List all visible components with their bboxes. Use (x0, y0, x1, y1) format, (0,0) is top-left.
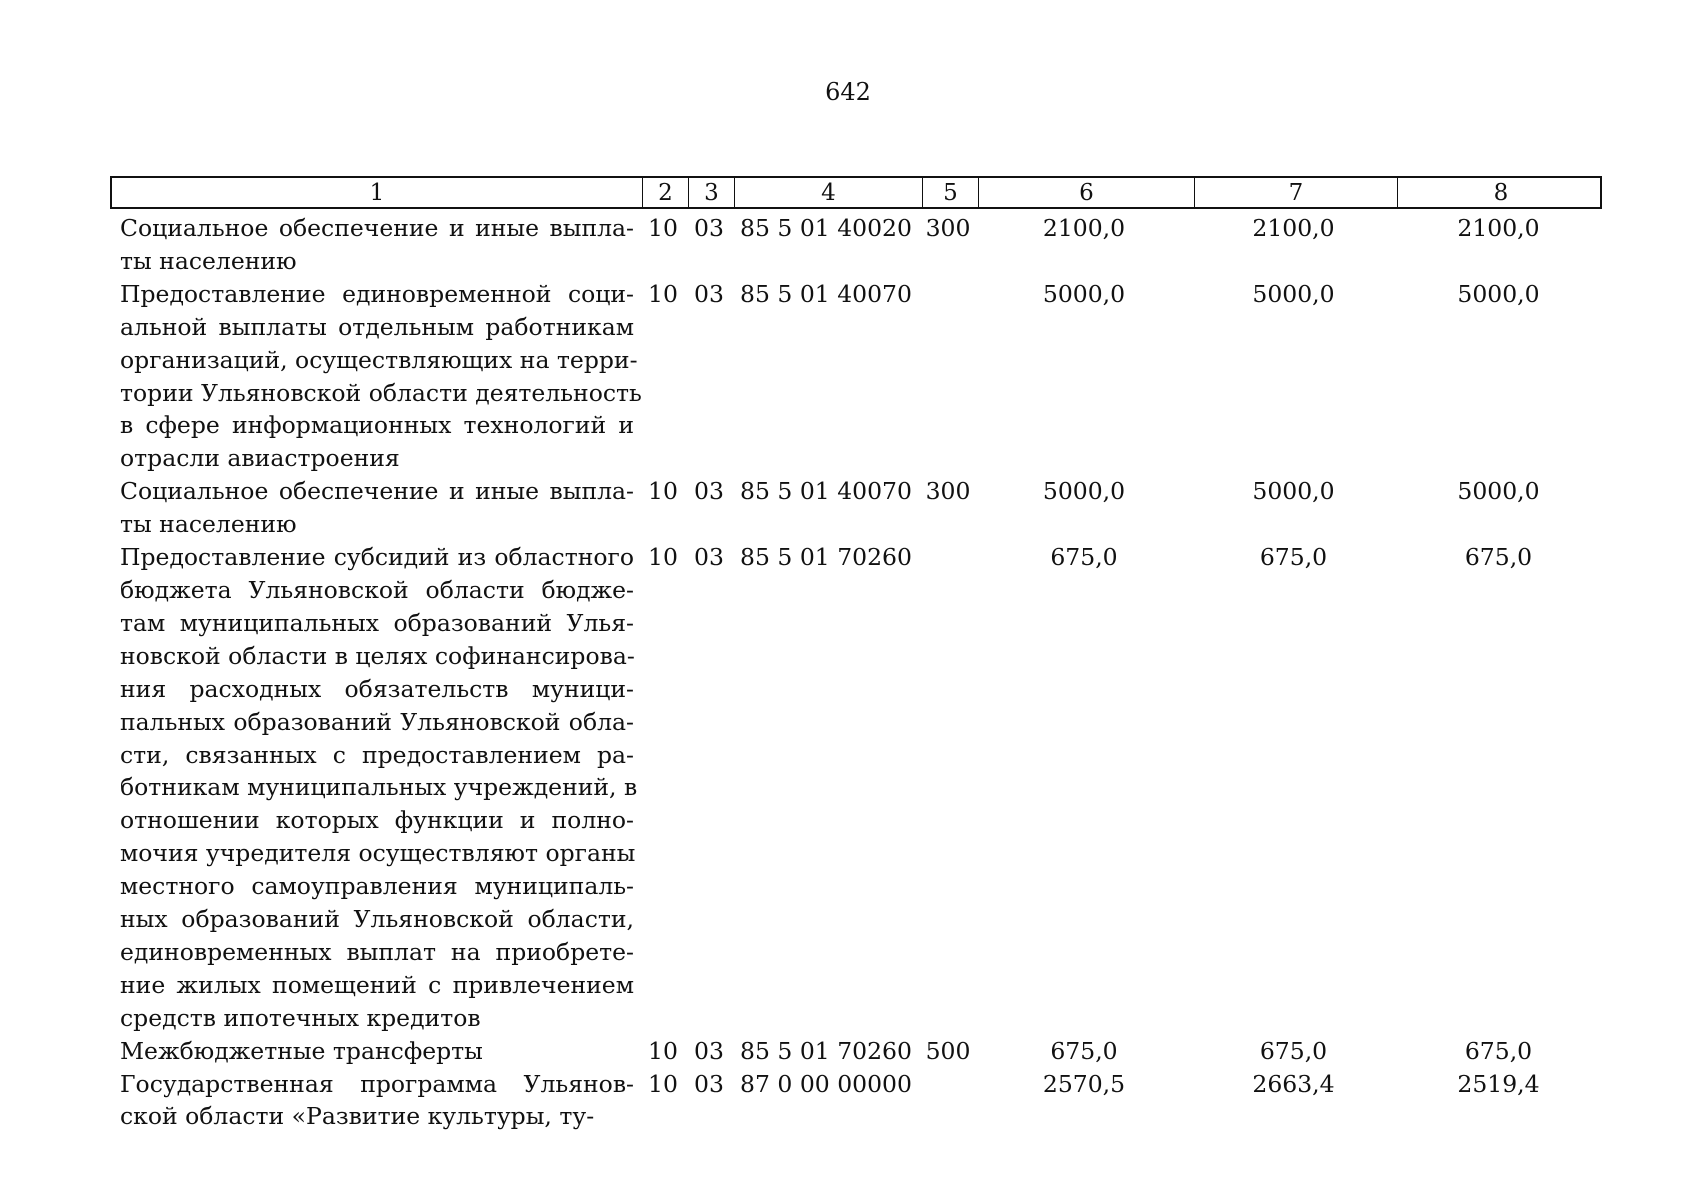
section-code: 10 (648, 543, 678, 572)
header-col-5: 5 (922, 178, 978, 208)
row-name-line: отношении которых функции и полно- (120, 806, 634, 835)
amount-year-3: 2519,4 (1457, 1069, 1540, 1098)
row-name-line: Предоставление единовременной соци- (120, 279, 634, 308)
row-name-line: ты населению (120, 510, 297, 539)
table-row (110, 475, 1602, 541)
row-name-line: Государственная программа Ульянов- (120, 1069, 634, 1098)
row-name (110, 1068, 640, 1134)
subsection-code: 03 (694, 1036, 724, 1065)
row-name-line: альной выплаты отдельным работникам (120, 312, 634, 341)
table-header (110, 176, 1602, 209)
amount-year-3: 675,0 (1464, 543, 1533, 572)
expense-type-code: 500 (925, 1036, 971, 1065)
row-name-line: организаций, осуществляющих на терри- (120, 345, 638, 374)
row-name-line: ние жилых помещений с привлечением (120, 970, 634, 999)
amount-year-2: 2663,4 (1252, 1069, 1335, 1098)
row-name-line: тории Ульяновской области деятельность (120, 378, 642, 407)
table-row (110, 541, 1602, 1035)
row-name-line: Межбюджетные трансферты (120, 1036, 483, 1065)
subsection-code: 03 (694, 279, 724, 308)
expense-type-code (920, 541, 976, 1035)
subsection-code: 03 (694, 477, 724, 506)
row-name-line: Предоставление субсидий из областного (120, 543, 634, 572)
row-name (110, 212, 640, 278)
target-article-code: 85 5 01 40020 (740, 214, 912, 242)
amount-year-2: 675,0 (1259, 1036, 1328, 1065)
row-name-line: бюджета Ульяновской области бюдже- (120, 575, 634, 604)
row-name-line: ных образований Ульяновской области, (120, 905, 634, 934)
row-name-line: ской области «Развитие культуры, ту- (120, 1102, 595, 1131)
row-name-line: средств ипотечных кредитов (120, 1003, 481, 1032)
row-name-line: ты населению (120, 246, 297, 275)
expense-type-code: 300 (925, 214, 971, 242)
section-code: 10 (648, 279, 678, 308)
amount-year-1: 2570,5 (1042, 1069, 1126, 1098)
amount-year-3: 2100,0 (1457, 214, 1540, 242)
expense-type-code: 300 (925, 477, 971, 506)
row-name-line: ния расходных обязательств муници- (120, 674, 634, 703)
header-col-3: 3 (688, 178, 734, 208)
row-name-line: Социальное обеспечение и иные выпла- (120, 477, 634, 506)
amount-year-3: 675,0 (1464, 1036, 1533, 1065)
page-number: 642 (825, 78, 871, 106)
header-col-4: 4 (734, 178, 922, 208)
header-col-7: 7 (1194, 178, 1397, 208)
row-name-line: мочия учредителя осуществляют органы (120, 839, 636, 868)
row-name-line: единовременных выплат на приобрете- (120, 937, 634, 966)
subsection-code: 03 (694, 1069, 724, 1098)
table-row (110, 1068, 1602, 1134)
subsection-code: 03 (694, 214, 724, 242)
header-col-6: 6 (978, 178, 1194, 208)
target-article-code: 85 5 01 70260 (740, 1036, 912, 1065)
section-code: 10 (648, 477, 678, 506)
header-col-8: 8 (1397, 178, 1604, 208)
amount-year-1: 5000,0 (1042, 279, 1126, 308)
section-code: 10 (648, 1069, 678, 1098)
amount-year-2: 2100,0 (1252, 214, 1335, 242)
header-col-2: 2 (642, 178, 688, 208)
row-name-line: в сфере информационных технологий и (120, 411, 634, 440)
row-name-line: сти, связанных с предоставлением ра- (120, 740, 634, 769)
target-article-code: 85 5 01 40070 (740, 279, 912, 308)
row-name (110, 278, 640, 475)
expense-type-code (920, 1068, 976, 1134)
section-code: 10 (648, 214, 678, 242)
amount-year-1: 2100,0 (1042, 214, 1126, 242)
table-row (110, 278, 1602, 475)
row-name-line: там муниципальных образований Улья- (120, 608, 634, 637)
row-name-line: местного самоуправления муниципаль- (120, 872, 634, 901)
row-name-line: Социальное обеспечение и иные выпла- (120, 214, 634, 242)
amount-year-3: 5000,0 (1457, 279, 1540, 308)
expense-type-code (920, 278, 976, 475)
section-code: 10 (648, 1036, 678, 1065)
amount-year-3: 5000,0 (1457, 477, 1540, 506)
row-name (110, 541, 640, 1035)
target-article-code: 87 0 00 00000 (740, 1069, 912, 1098)
header-col-1: 1 (369, 180, 385, 206)
table-body (110, 212, 1602, 1133)
amount-year-2: 675,0 (1259, 543, 1328, 572)
row-name (110, 1035, 640, 1068)
row-name (110, 475, 640, 541)
target-article-code: 85 5 01 70260 (740, 543, 912, 572)
table-row (110, 1035, 1602, 1068)
amount-year-2: 5000,0 (1252, 477, 1335, 506)
target-article-code: 85 5 01 40070 (740, 477, 912, 506)
row-name-line: отрасли авиастроения (120, 444, 400, 473)
row-name-line: пальных образований Ульяновской обла- (120, 707, 634, 736)
row-name-line: новской области в целях софинансирова- (120, 641, 635, 670)
amount-year-1: 675,0 (1050, 543, 1118, 572)
amount-year-2: 5000,0 (1252, 279, 1335, 308)
amount-year-1: 5000,0 (1042, 477, 1126, 506)
table-row (110, 212, 1602, 278)
subsection-code: 03 (694, 543, 724, 572)
amount-year-1: 675,0 (1050, 1036, 1118, 1065)
row-name-line: ботникам муниципальных учреждений, в (120, 773, 638, 802)
